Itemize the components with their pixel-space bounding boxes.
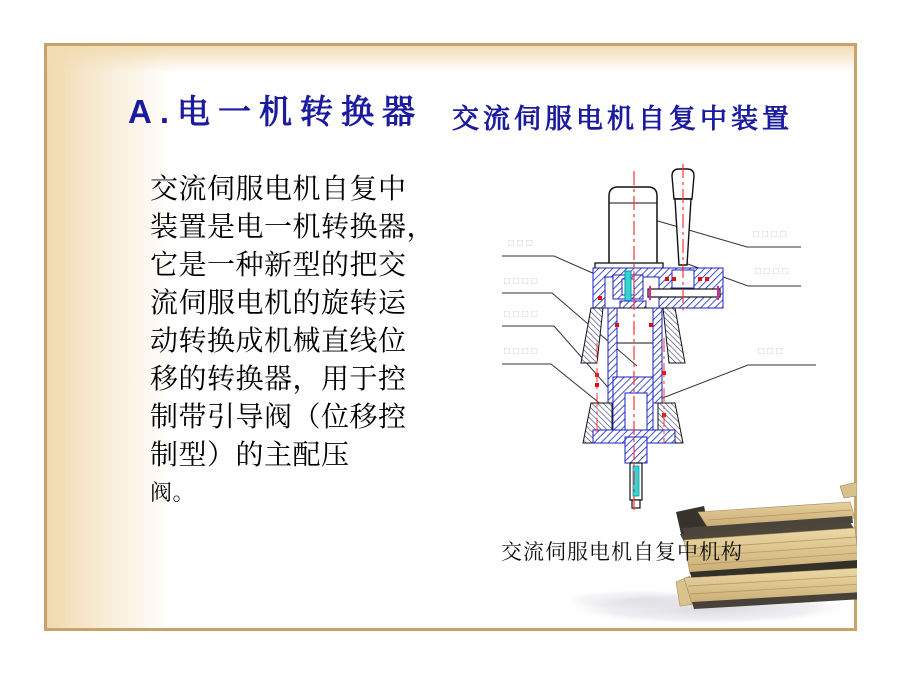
body-line: 流伺服电机的旋转运 xyxy=(150,287,407,318)
body-line: 交流伺服电机自复中 xyxy=(150,173,407,204)
mechanism-diagram xyxy=(470,163,830,515)
page-title: A.电一机转换器 xyxy=(128,93,423,130)
body-line: 制带引导阀（位移控 xyxy=(150,401,407,432)
figure-caption: 交流伺服电机自复中机构 xyxy=(501,541,743,564)
diagram-label-right-2: □□□□ xyxy=(755,266,792,277)
diagram-label-left-3: □□□□ xyxy=(504,309,541,320)
diagram-label-right-1: □□□□ xyxy=(753,229,790,240)
body-line: 制型）的主配压 xyxy=(150,439,350,470)
body-line: 阀。 xyxy=(150,480,196,505)
motor-body xyxy=(595,187,663,272)
page-subtitle: 交流伺服电机自复中装置 xyxy=(452,104,793,134)
diagram-label-left-4: □□□□ xyxy=(504,346,541,357)
body-line: 装置是电一机转换器， xyxy=(150,211,436,242)
body-line: 移的转换器，用于控 xyxy=(150,363,407,394)
diagram-label-left-1: □□□ xyxy=(508,238,536,249)
body-paragraph xyxy=(150,170,480,512)
diagram-label-left-2: □□□□ xyxy=(504,276,541,287)
body-line: 它是一种新型的把交 xyxy=(150,249,407,280)
body-line: 动转换成机械直线位 xyxy=(150,325,407,356)
diagram-label-right-3: □□□ xyxy=(758,346,786,357)
